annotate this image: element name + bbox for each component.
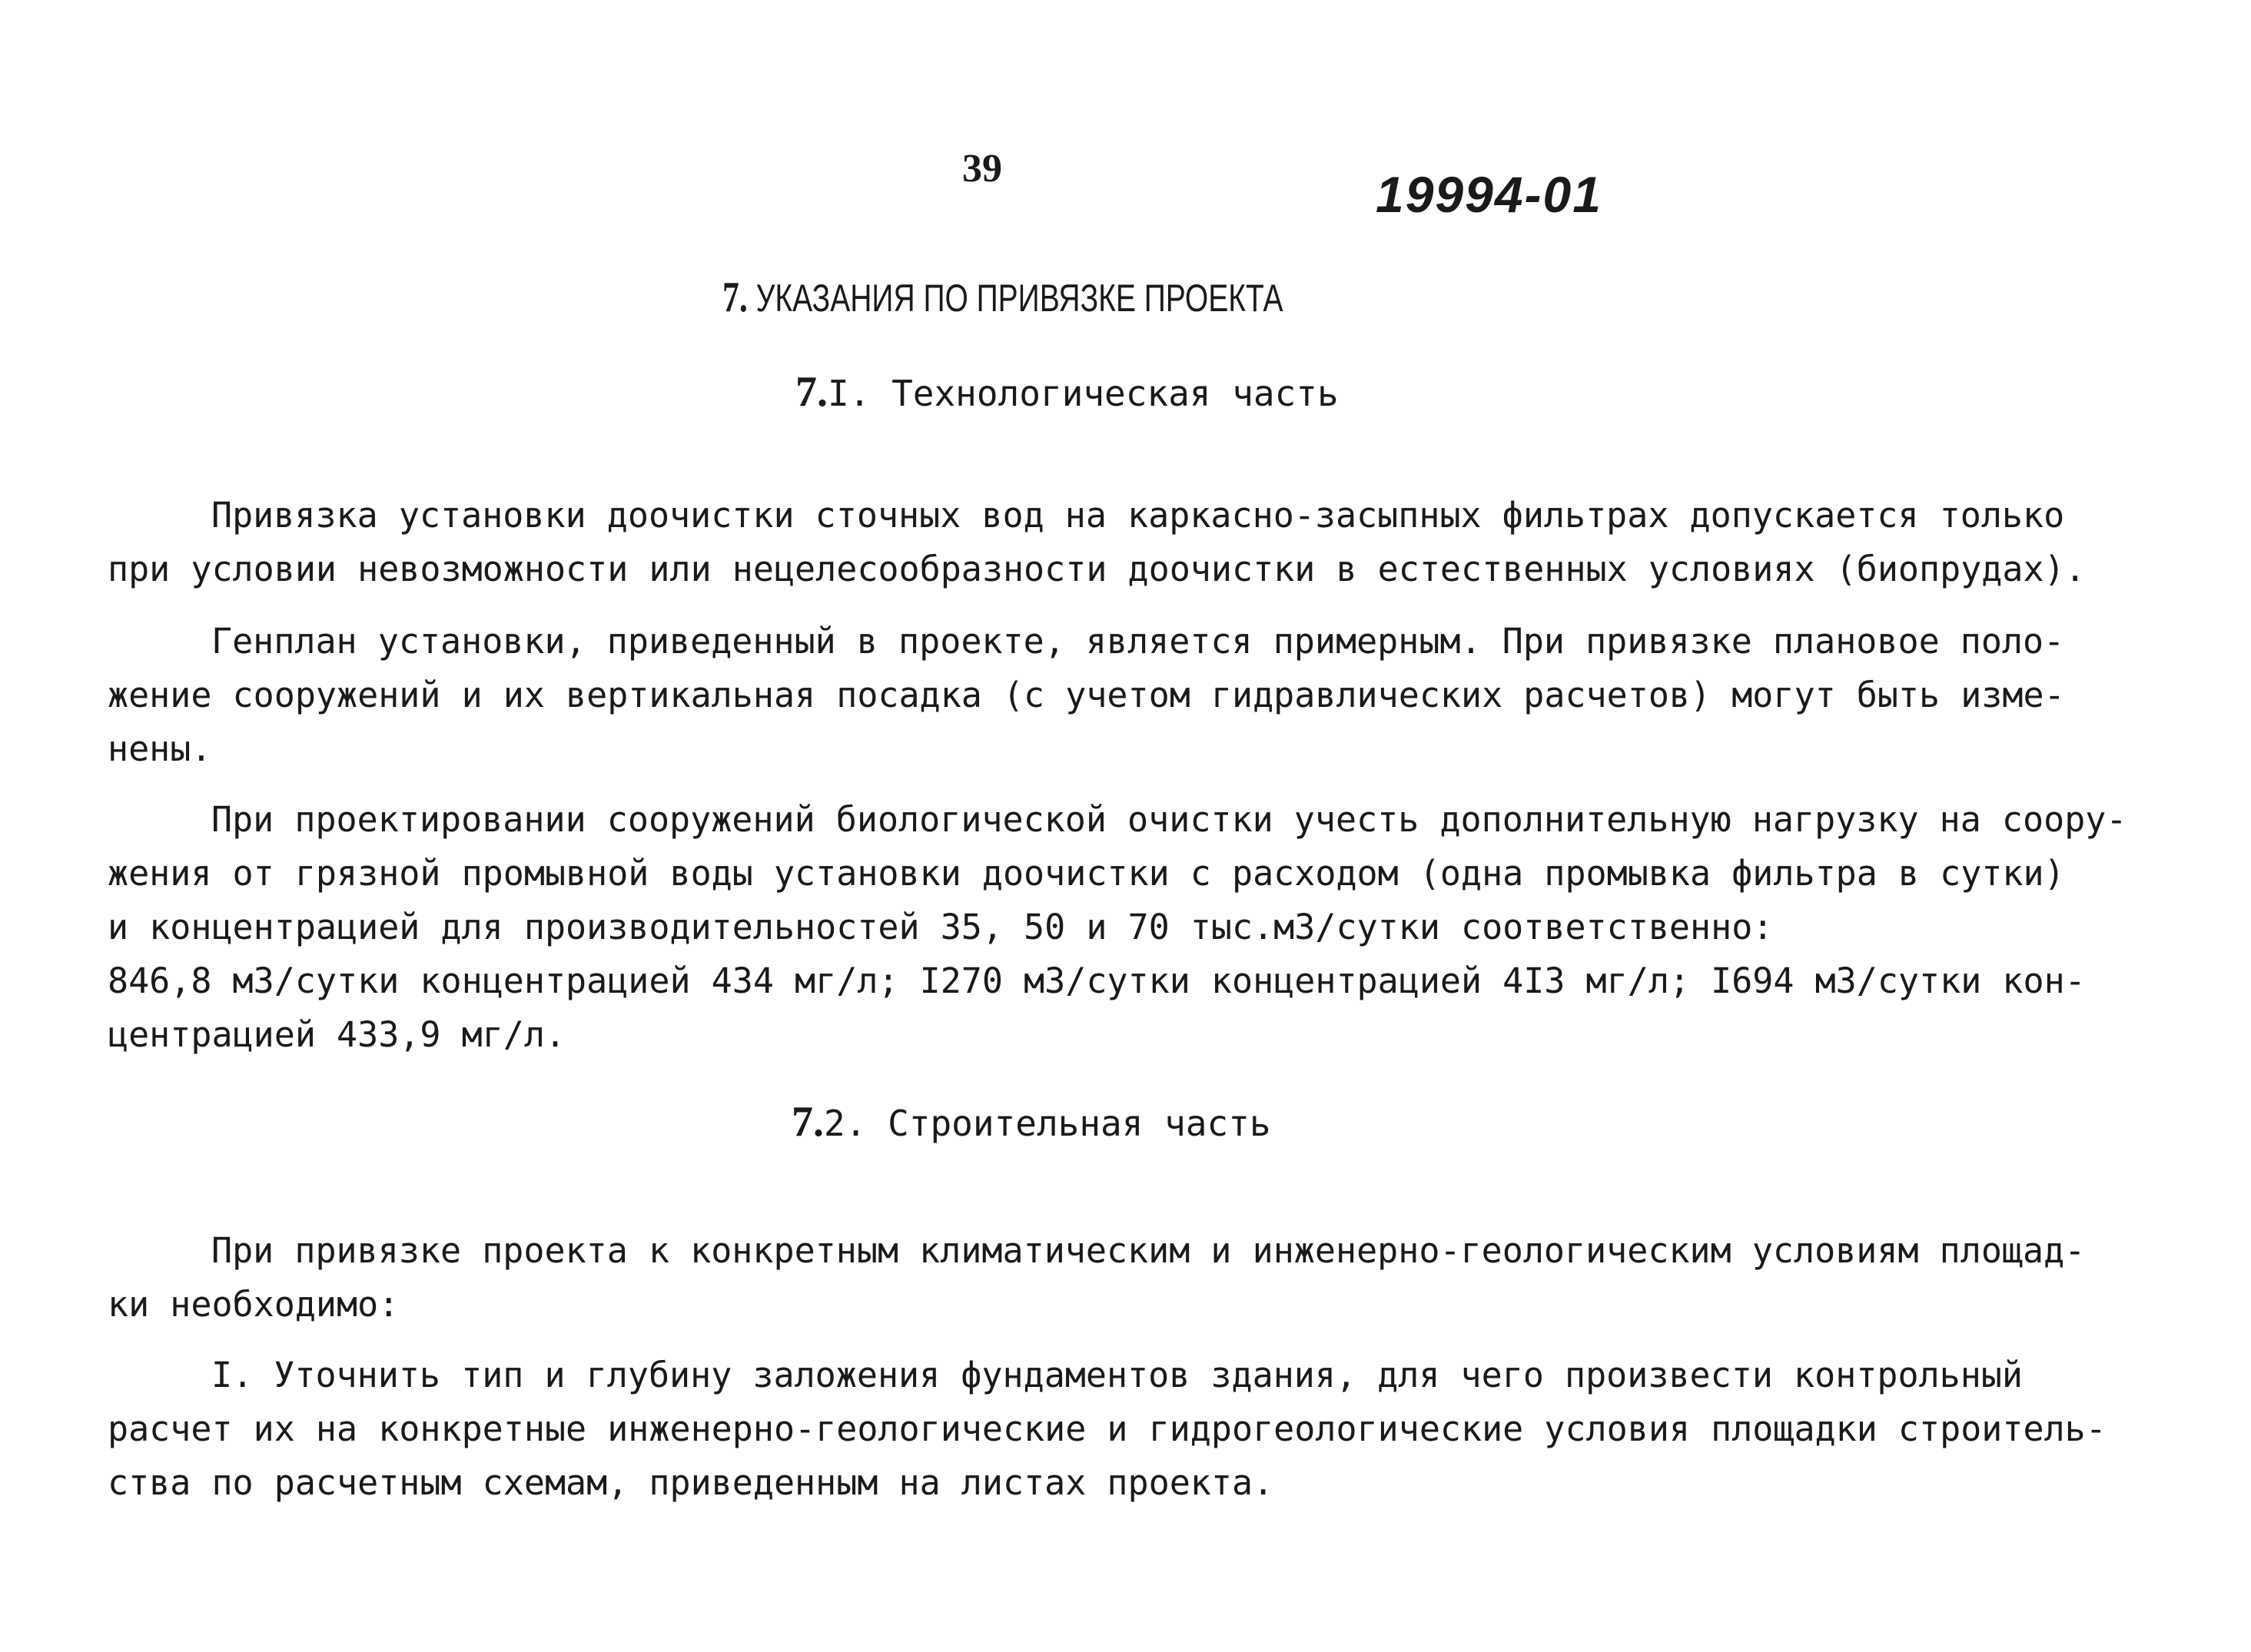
section-title — [722, 273, 1283, 322]
text-line: центрацией 433,9 мг/л. — [108, 1014, 566, 1055]
text-line: 846,8 м3/сутки концентрацией 434 мг/л; I270 м3/сутки концентрацией 4I3 мг/л; I694 м3/сутки кон- — [108, 960, 2086, 1001]
paragraph-construction-2 — [108, 1348, 2136, 1510]
paragraph-tech-2 — [108, 615, 2136, 776]
text-line: I. Уточнить тип и глубину заложения фундаментов здания, для чего произвести контрольный — [211, 1355, 2024, 1395]
paragraph-tech-3 — [108, 793, 2136, 1062]
subsection-number: 7. — [795, 368, 828, 416]
subsection-title-construction — [792, 1097, 1271, 1146]
paragraph-construction-1 — [108, 1224, 2136, 1332]
text-line: расчет их на конкретные инженерно-геологические и гидрогеологические условия площадки строитель- — [108, 1408, 2107, 1449]
section-number: 7. — [722, 274, 748, 321]
subsection-title-technological — [795, 367, 1339, 416]
text-line: жения от грязной промывной воды установки доочистки с расходом (одна промывка фильтра в сутки) — [108, 853, 2065, 894]
document-code-handwritten: 19994-01 — [1376, 166, 1602, 223]
text-line: ки необходимо: — [108, 1284, 400, 1325]
text-line: и концентрацией для производительностей 35, 50 и 70 тыс.м3/сутки соответственно: — [108, 907, 1774, 947]
subsection-title-text: I. Технологическая часть — [828, 373, 1339, 414]
text-line: при условии невозможности или нецелесообразности доочистки в естественных условиях (биопрудах). — [108, 549, 2086, 589]
text-line: При привязке проекта к конкретным климатическим и инженерно-геологическим условиям площад- — [211, 1230, 2086, 1271]
text-line: При проектировании сооружений биологической очистки учесть дополнительную нагрузку на соору- — [211, 799, 2127, 840]
subsection-number: 7. — [792, 1098, 824, 1146]
text-line: нены. — [108, 728, 212, 769]
text-line: ства по расчетным схемам, приведенным на листах проекта. — [108, 1462, 1274, 1503]
text-line: жение сооружений и их вертикальная посадка (с учетом гидравлических расчетов) могут быть изме- — [108, 675, 2065, 715]
page-number: 39 — [962, 147, 1002, 191]
paragraph-tech-1 — [108, 489, 2136, 596]
text-line: Генплан установки, приведенный в проекте, является примерным. При привязке плановое поло- — [211, 621, 2065, 662]
text-line: Привязка установки доочистки сточных вод на каркасно-засыпных фильтрах допускается только — [211, 495, 2065, 536]
subsection-title-text: 2. Строительная часть — [824, 1103, 1271, 1144]
section-title-text: УКАЗАНИЯ ПО ПРИВЯЗКЕ ПРОЕКТА — [755, 277, 1283, 320]
